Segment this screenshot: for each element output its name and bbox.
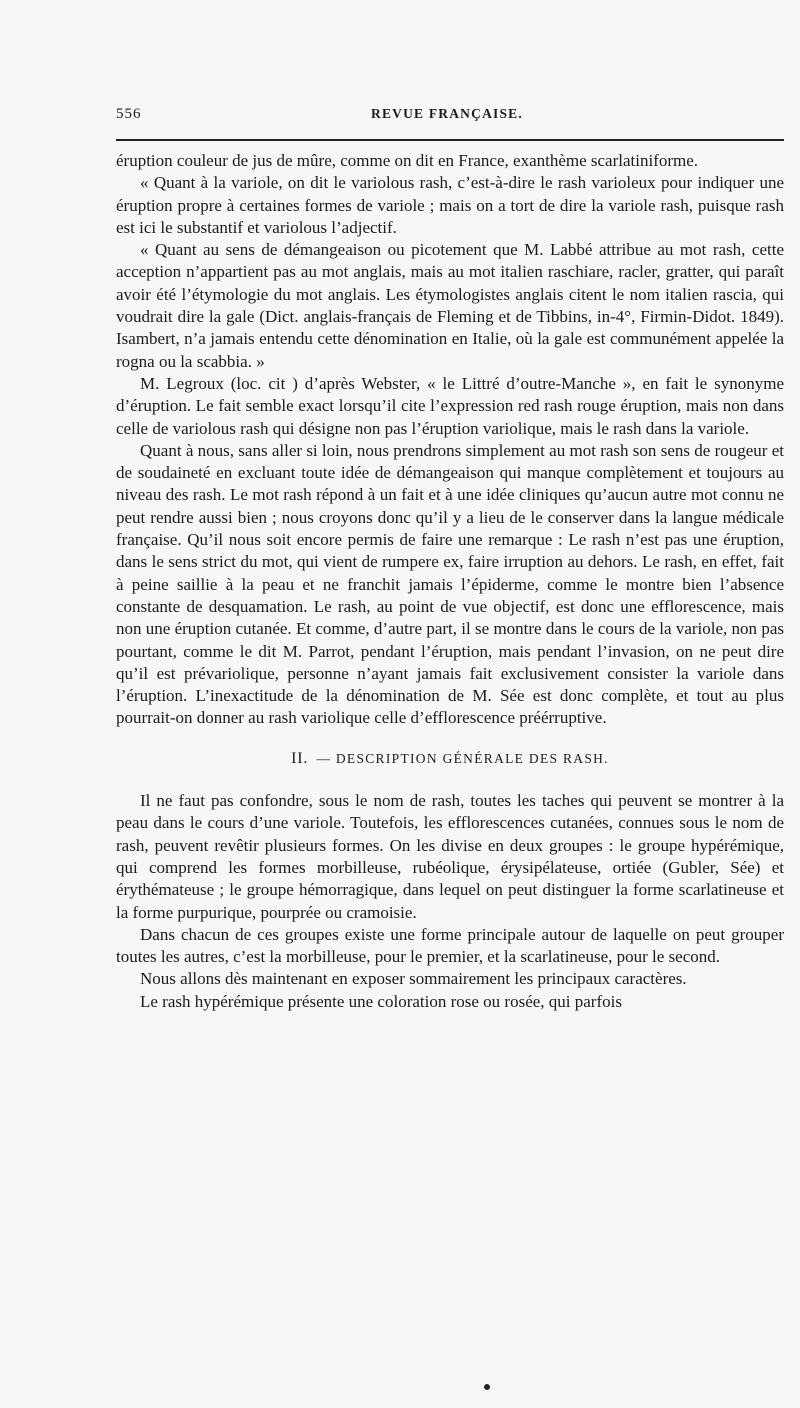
- paragraph: Dans chacun de ces groupes existe une forme principale autour de laquelle on peut grouper toutes les autres, c’est la morbilleuse, pour le premier, et la scarlatineuse, pour le second.: [116, 924, 784, 967]
- running-head: REVUE FRANÇAISE.: [371, 106, 523, 121]
- section-title: — DESCRIPTION GÉNÉRALE DES RASH.: [316, 750, 609, 766]
- paragraph: Quant à nous, sans aller si loin, nous prendrons simplement au mot rash son sens de rougeur et de soudaineté en excluant toute idée de démangeaison qui manque complètement et toujours au niveau des rash. Le mot rash répond à un fait et à une idée cliniques qu’aucun autre mot connu ne peut rendre aussi bien ; nous croyons donc qu’il y a lieu de le conserver dans la langue médicale française. Qu’il nous soit encore permis de faire une remarque : Le rash n’est pas une éruption, dans le sens strict du mot, qui vient de rumpere ex, faire irruption au dehors. Le rash, en effet, fait à peine saillie à la peau et ne franchit jamais l’épiderme, comme le montre bien l’absence constante de desquamation. Le rash, au point de vue objectif, est donc une efflorescence, mais non une éruption cutanée. Et comme, d’autre part, il se montre dans le cours de la variole, non pas pourtant, comme le dit M. Parrot, pendant l’éruption, mais pendant l’invasion, on ne peut dire qu’il est prévariolique, personne n’ayant jamais fait exclusivement consister la variole dans l’éruption. L’inexactitude de la dénomination de M. Sée est donc complète, et tout au plus pourrait-on donner au rash variolique celle d’efflorescence préérruptive.: [116, 440, 784, 728]
- section-heading: [116, 748, 784, 770]
- page-header: [116, 100, 784, 130]
- body-text: [116, 150, 784, 1013]
- section-number: II.: [291, 749, 309, 767]
- paragraph: « Quant à la variole, on dit le variolous rash, c’est-à-dire le rash varioleux pour indiquer une éruption propre à certaines formes de variole ; mais on a tort de dire la variole rash, puisque rash est ici le substantif et variolous l’adjectif.: [116, 173, 784, 237]
- header-rule: [116, 139, 784, 141]
- paragraph: Il ne faut pas confondre, sous le nom de rash, toutes les taches qui peuvent se montrer à la peau dans le cours d’une variole. Toutefois, les efflorescences cutanées, connues sous le nom de rash, peuvent revêtir plusieurs formes. On les divise en deux groupes : le groupe hypérémique, qui comprend les formes morbilleuse, rubéolique, érysipélateuse, ortiée (Gubler, Sée) et érythémateuse ; le groupe hémorragique, dans lequel on peut distinguer la forme scarlatineuse et la forme purpurique, pourprée ou cramoisie.: [116, 791, 784, 922]
- paragraph: « Quant au sens de démangeaison ou picotement que M. Labbé attribue au mot rash, cette acception n’appartient pas au mot anglais, mais au mot italien raschiare, racler, gratter, qui paraît avoir été l’étymologie du mot anglais. Les étymologistes anglais citent le nom italien rascia, qui voudrait dire la gale (Dict. anglais-français de Fleming et de Tibbins, in-4°, Firmin-Didot. 1849). Isambert, n’a jamais entendu cette dénomination en Italie, où la gale est communément appelée la rogna ou la scabbia. »: [116, 240, 784, 371]
- paragraph: éruption couleur de jus de mûre, comme on dit en France, exanthème scarlatiniforme.: [116, 151, 699, 170]
- page-number: 556: [116, 106, 142, 122]
- paragraph: Nous allons dès maintenant en exposer sommairement les principaux caractères.: [140, 969, 687, 989]
- paragraph: M. Legroux (loc. cit ) d’après Webster, « le Littré d’outre-Manche », en fait le synonyme d’éruption. Le fait semble exact lorsqu’il cite l’expression red rash rouge éruption, mais non dans celle de variolous rash qui désigne non pas l’éruption variolique, mais le rash dans la variole.: [116, 373, 784, 438]
- ink-dot: [484, 1384, 490, 1390]
- paragraph: Le rash hypérémique présente une coloration rose ou rosée, qui parfois: [140, 991, 622, 1011]
